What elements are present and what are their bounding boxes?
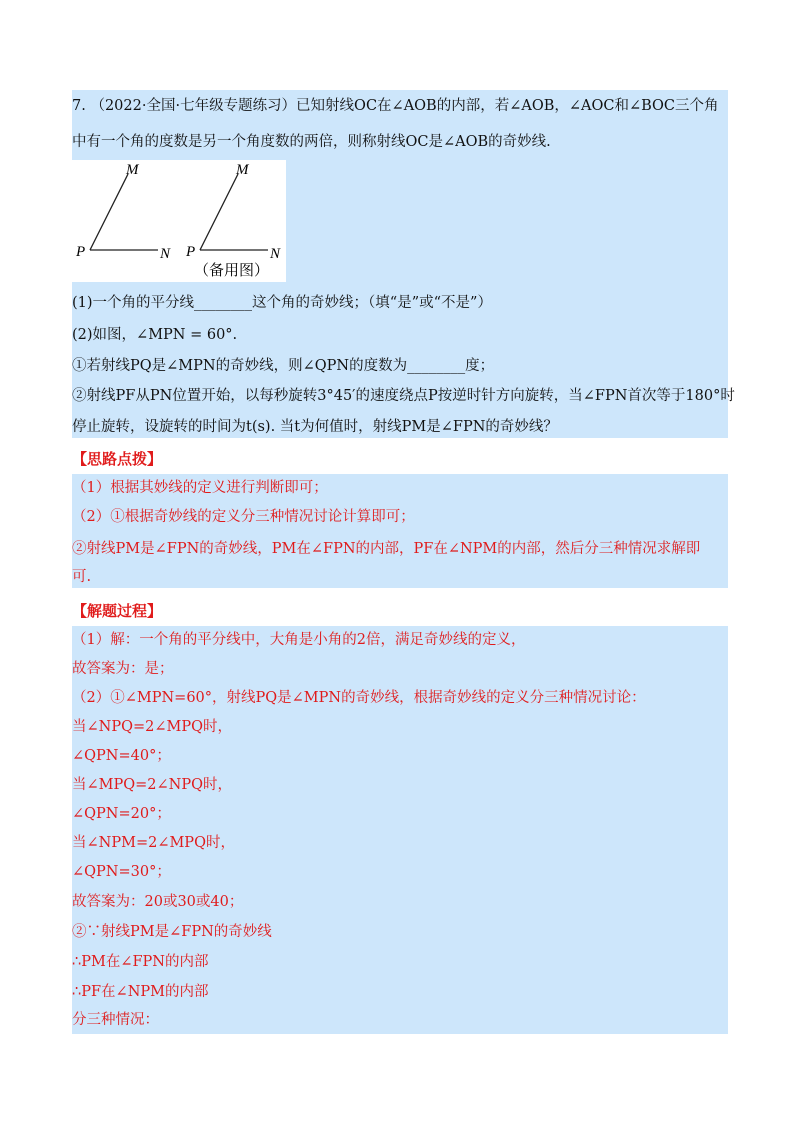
solution-line-14: 分三种情况： bbox=[72, 1012, 159, 1028]
angle-figure bbox=[72, 160, 286, 282]
solution-line-7: ∠QPN=20°； bbox=[72, 806, 171, 822]
hint-line-3: ②射线PM是∠FPN的奇妙线，PM在∠FPN的内部，PF在∠NPM的内部，然后分三种情况求解即 bbox=[72, 541, 701, 557]
solution-line-2: 故答案为：是； bbox=[72, 661, 174, 677]
ray-pm-1 bbox=[90, 174, 128, 250]
solution-line-1: （1）解：一个角的平分线中，大角是小角的2倍，满足奇妙线的定义， bbox=[72, 632, 526, 648]
hint-heading: 【思路点拨】 bbox=[72, 450, 163, 468]
question-line-3: (1)一个角的平分线________这个角的奇妙线；（填“是”或“不是”） bbox=[72, 295, 492, 311]
solution-line-11: ②∵射线PM是∠FPN的奇妙线 bbox=[72, 924, 272, 940]
figure-caption: （备用图） bbox=[194, 263, 270, 279]
solution-line-4: 当∠NPQ=2∠MPQ时， bbox=[72, 719, 232, 735]
label-m-1: M bbox=[126, 162, 139, 178]
solution-line-3: （2）①∠MPN=60°，射线PQ是∠MPN的奇妙线，根据奇妙线的定义分三种情况讨论： bbox=[72, 690, 646, 706]
hint-line-4: 可. bbox=[72, 569, 92, 585]
label-n-1: N bbox=[160, 246, 171, 262]
solution-line-5: ∠QPN=40°； bbox=[72, 748, 171, 764]
label-p-1: P bbox=[76, 244, 86, 260]
hint-block bbox=[72, 474, 728, 588]
question-line-2: 中有一个角的度数是另一个角度数的两倍，则称射线OC是∠AOB的奇妙线. bbox=[72, 134, 551, 150]
solution-heading: 【解题过程】 bbox=[72, 602, 163, 620]
angle-diagram bbox=[72, 160, 286, 282]
solution-line-10: 故答案为：20或30或40； bbox=[72, 894, 244, 910]
ray-pm-2 bbox=[200, 174, 238, 250]
solution-line-12: ∴PM在∠FPN的内部 bbox=[72, 954, 209, 970]
question-line-6: ②射线PF从PN位置开始，以每秒旋转3°45′的速度绕点P按逆时针方向旋转，当∠FPN首次等于180°时 bbox=[72, 388, 735, 404]
solution-line-13: ∴PF在∠NPM的内部 bbox=[72, 984, 209, 1000]
label-m-2: M bbox=[236, 162, 249, 178]
hint-line-2: （2）①根据奇妙线的定义分三种情况讨论计算即可； bbox=[72, 509, 415, 525]
solution-line-8: 当∠NPM=2∠MPQ时， bbox=[72, 835, 235, 851]
solution-line-9: ∠QPN=30°； bbox=[72, 864, 171, 880]
label-n-2: N bbox=[270, 246, 281, 262]
question-line-5: ①若射线PQ是∠MPN的奇妙线，则∠QPN的度数为________度； bbox=[72, 358, 495, 374]
solution-line-6: 当∠MPQ=2∠NPQ时， bbox=[72, 777, 232, 793]
question-line-4: (2)如图，∠MPN = 60°. bbox=[72, 327, 238, 343]
question-line-7: 停止旋转，设旋转的时间为t(s). 当t为何值时，射线PM是∠FPN的奇妙线？ bbox=[72, 419, 558, 435]
hint-line-1: （1）根据其妙线的定义进行判断即可； bbox=[72, 480, 328, 496]
solution-block bbox=[72, 626, 728, 1034]
label-p-2: P bbox=[186, 244, 196, 260]
question-line-1: 7. （2022·全国·七年级专题练习）已知射线OC在∠AOB的内部，若∠AOB，∠AOC和∠BOC三个角 bbox=[72, 98, 719, 114]
